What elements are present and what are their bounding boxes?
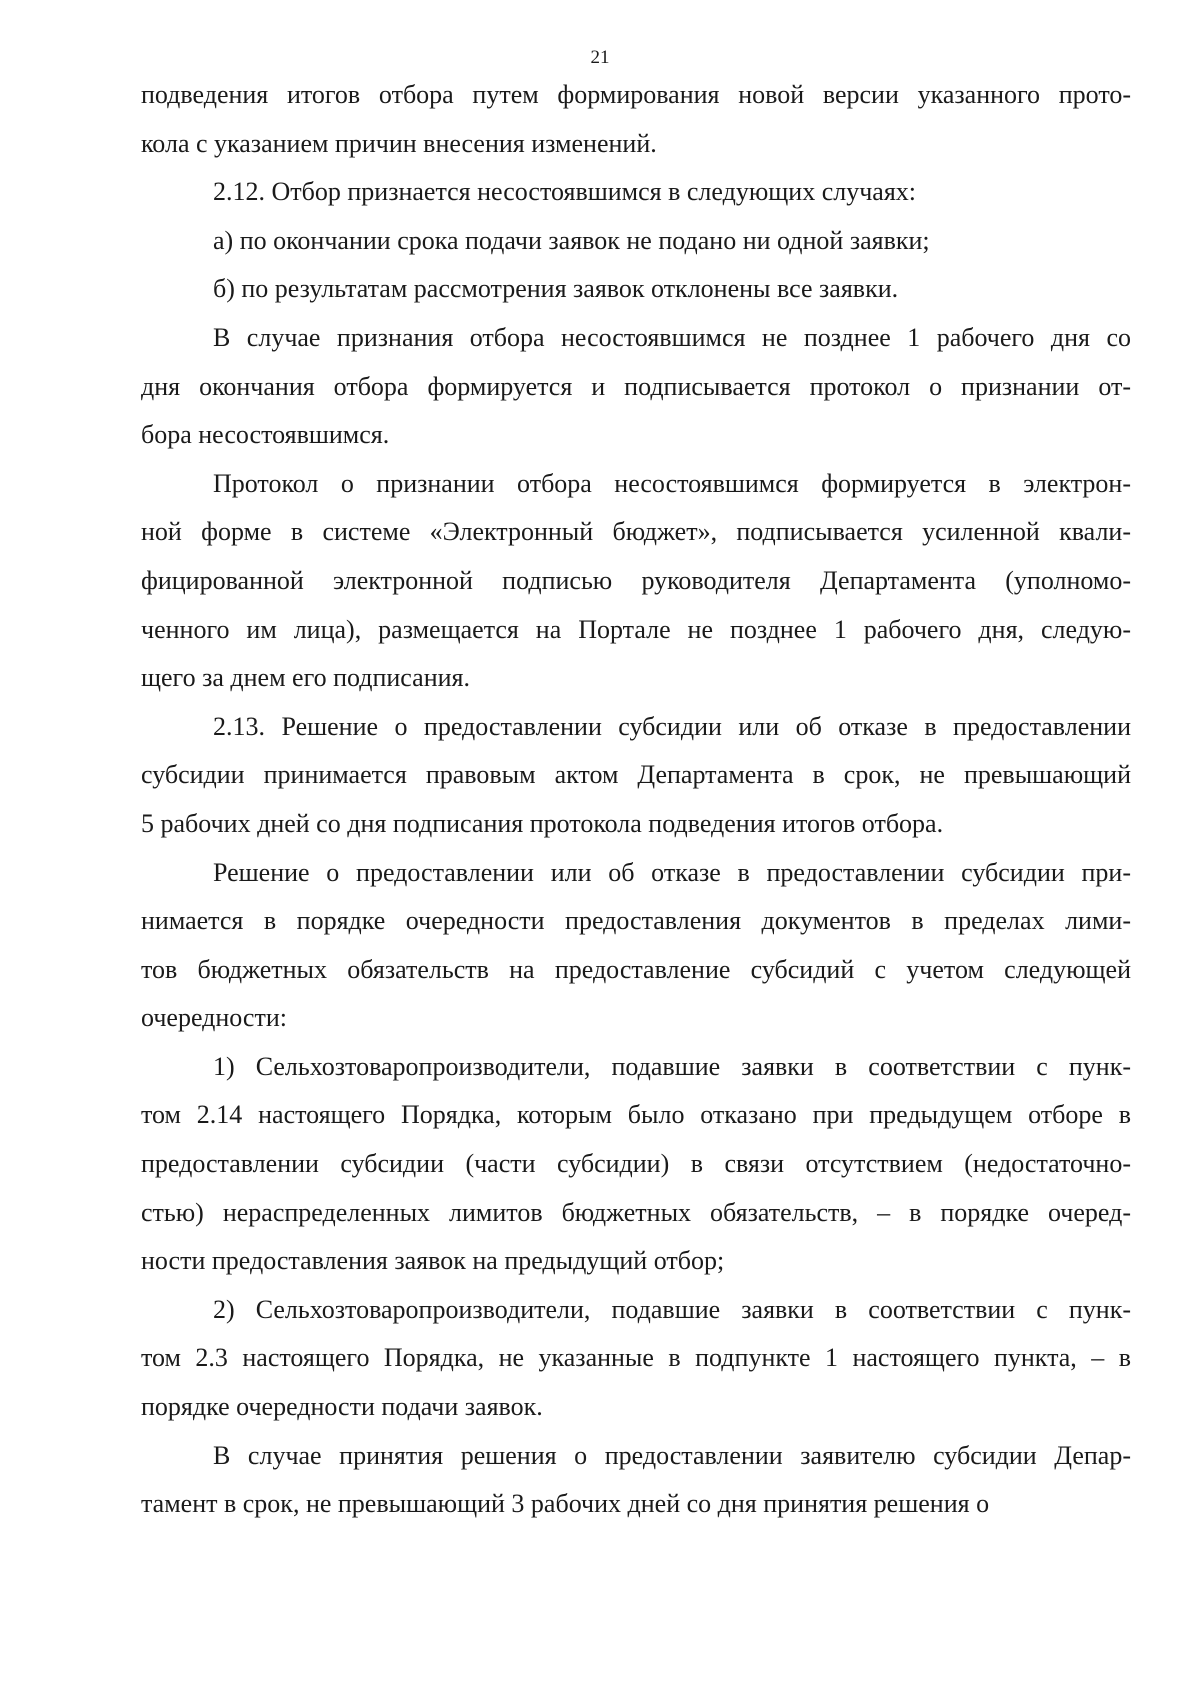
text-line: бора несостоявшимся. [141,420,390,450]
text-line: субсидии принимается правовым актом Департамента в срок, не превышающий [141,760,1131,790]
text-line: нимается в порядке очередности предоставления документов в пределах лими- [141,906,1131,936]
text-line: б) по результатам рассмотрения заявок отклонены все заявки. [213,274,899,304]
text-line: В случае признания отбора несостоявшимся не позднее 1 рабочего дня со [213,322,1131,352]
text-line: Протокол о признании отбора несостоявшимся формируется в электрон- [213,468,1131,498]
document-body [141,71,1131,1529]
text-line: 2.12. Отбор признается несостоявшимся в следующих случаях: [213,177,917,207]
text-line: Решение о предоставлении или об отказе в предоставлении субсидии при- [213,857,1131,887]
text-line: стью) нераспределенных лимитов бюджетных обязательств, – в порядке очеред- [141,1197,1131,1227]
text-line: а) по окончании срока подачи заявок не подано ни одной заявки; [213,225,930,255]
text-line: кола с указанием причин внесения изменений. [141,128,657,158]
text-line: В случае принятия решения о предоставлении заявителю субсидии Депар- [213,1440,1131,1470]
text-line: подведения итогов отбора путем формирования новой версии указанного прото- [141,80,1131,109]
page-number: 21 [590,47,610,68]
text-line: очередности: [141,1003,287,1033]
text-line: предоставлении субсидии (части субсидии) в связи отсутствием (недостаточно- [141,1149,1131,1179]
text-line: щего за днем его подписания. [141,663,470,693]
text-line: ченного им лица), размещается на Портале не позднее 1 рабочего дня, следую- [141,614,1131,644]
text-line: тамент в срок, не превышающий 3 рабочих дней со дня принятия решения о [141,1489,990,1519]
text-line: ности предоставления заявок на предыдущий отбор; [141,1246,725,1276]
text-line: том 2.14 настоящего Порядка, которым было отказано при предыдущем отборе в [141,1100,1131,1130]
text-line: дня окончания отбора формируется и подписывается протокол о признании от- [141,371,1131,401]
text-line: 1) Сельхозтоваропроизводители, подавшие заявки в соответствии с пунк- [213,1051,1131,1081]
text-line: тов бюджетных обязательств на предоставление субсидий с учетом следующей [141,954,1131,984]
text-line: 2.13. Решение о предоставлении субсидии или об отказе в предоставлении [213,711,1131,741]
text-line: том 2.3 настоящего Порядка, не указанные в подпункте 1 настоящего пункта, – в [141,1343,1131,1373]
text-line: порядке очередности подачи заявок. [141,1392,543,1422]
text-line: 5 рабочих дней со дня подписания протокола подведения итогов отбора. [141,808,944,838]
text-line: фицированной электронной подписью руководителя Департамента (уполномо- [141,565,1131,595]
text-line: ной форме в системе «Электронный бюджет», подписывается усиленной квали- [141,517,1131,547]
text-line: 2) Сельхозтоваропроизводители, подавшие заявки в соответствии с пунк- [213,1294,1131,1324]
